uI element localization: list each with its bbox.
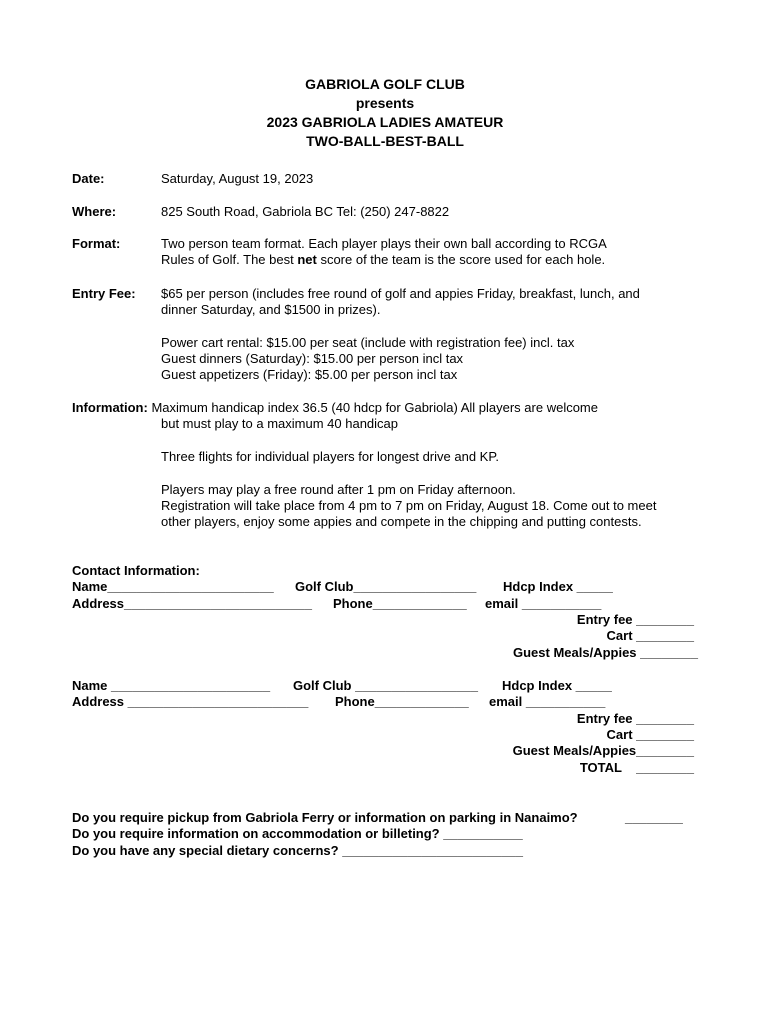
information-line-2: but must play to a maximum 40 handicap bbox=[161, 416, 399, 431]
flights-text: Three flights for individual players for longest drive and KP. bbox=[161, 449, 499, 464]
information-line-1: Maximum handicap index 36.5 (40 hdcp for Gabriola) All players are welcome bbox=[147, 400, 598, 415]
dietary-question[interactable]: Do you have any special dietary concerns? _________________________ bbox=[72, 843, 523, 858]
entry-fee-line-2: dinner Saturday, and $1500 in prizes). bbox=[161, 302, 381, 317]
event-format-heading: TWO-BALL-BEST-BALL bbox=[306, 133, 464, 149]
player1-phone-field[interactable]: Phone_____________ bbox=[333, 596, 467, 611]
where-label: Where: bbox=[72, 204, 117, 219]
player2-golf-club-field[interactable]: Golf Club _________________ bbox=[293, 678, 479, 693]
guest-appetizers-text: Guest appetizers (Friday): $5.00 per person incl tax bbox=[161, 367, 458, 382]
date-value: Saturday, August 19, 2023 bbox=[161, 171, 314, 186]
cart-rental-text: Power cart rental: $15.00 per seat (include with registration fee) incl. tax bbox=[161, 335, 575, 350]
total-field[interactable]: TOTAL ________ bbox=[579, 760, 694, 775]
player1-email-field[interactable]: email ___________ bbox=[485, 596, 602, 611]
player2-phone-field[interactable]: Phone_____________ bbox=[335, 694, 469, 709]
free-round-text: Players may play a free round after 1 pm on Friday afternoon. bbox=[161, 482, 516, 497]
player1-golf-club-field[interactable]: Golf Club_________________ bbox=[295, 579, 477, 594]
player2-name-field[interactable]: Name ______________________ bbox=[72, 678, 271, 693]
contact-info-title: Contact Information: bbox=[72, 563, 200, 578]
format-line-2 bbox=[161, 252, 605, 268]
ferry-pickup-answer-field[interactable]: ________ bbox=[625, 810, 683, 825]
player2-email-field[interactable]: email ___________ bbox=[489, 694, 606, 709]
information-label: Information: bbox=[72, 400, 148, 415]
presents-heading: presents bbox=[355, 95, 415, 111]
contests-text: other players, enjoy some appies and compete in the chipping and putting contests. bbox=[161, 514, 642, 529]
player1-guest-meals-field[interactable]: Guest Meals/Appies ________ bbox=[513, 645, 698, 660]
where-value: 825 South Road, Gabriola BC Tel: (250) 247-8822 bbox=[161, 204, 450, 219]
player2-hdcp-field[interactable]: Hdcp Index _____ bbox=[502, 678, 612, 693]
entry-fee-line-1: $65 per person (includes free round of golf and appies Friday, breakfast, lunch, and bbox=[161, 286, 640, 301]
format-line-2-end: score of the team is the score used for each hole. bbox=[316, 252, 606, 267]
registration-time-text: Registration will take place from 4 pm to 7 pm on Friday, August 18. Come out to meet bbox=[161, 498, 657, 513]
player2-address-field[interactable]: Address _________________________ bbox=[72, 694, 309, 709]
player1-cart-field[interactable]: Cart ________ bbox=[606, 628, 694, 643]
player2-entry-fee-field[interactable]: Entry fee ________ bbox=[576, 711, 694, 726]
format-label: Format: bbox=[72, 236, 121, 251]
format-net-emphasis: net bbox=[297, 252, 317, 267]
player1-entry-fee-field[interactable]: Entry fee ________ bbox=[576, 612, 694, 627]
ferry-pickup-question: Do you require pickup from Gabriola Ferry or information on parking in Nanaimo? bbox=[72, 810, 578, 825]
information-row bbox=[72, 400, 598, 416]
guest-dinners-text: Guest dinners (Saturday): $15.00 per person incl tax bbox=[161, 351, 464, 366]
accommodation-question[interactable]: Do you require information on accommodation or billeting? ___________ bbox=[72, 826, 523, 841]
format-line-1: Two person team format. Each player plays their own ball according to RCGA bbox=[161, 236, 607, 251]
player1-name-field[interactable]: Name_______________________ bbox=[72, 579, 274, 594]
entry-fee-label: Entry Fee: bbox=[72, 286, 136, 301]
date-label: Date: bbox=[72, 171, 105, 186]
player2-cart-field[interactable]: Cart ________ bbox=[606, 727, 694, 742]
player1-hdcp-field[interactable]: Hdcp Index _____ bbox=[503, 579, 613, 594]
player1-address-field[interactable]: Address__________________________ bbox=[72, 596, 312, 611]
event-title-heading: 2023 GABRIOLA LADIES AMATEUR bbox=[266, 114, 504, 130]
player2-guest-meals-field[interactable]: Guest Meals/Appies________ bbox=[512, 743, 694, 758]
format-line-2-start: Rules of Golf. The best bbox=[161, 252, 298, 267]
club-name-heading: GABRIOLA GOLF CLUB bbox=[305, 76, 465, 92]
